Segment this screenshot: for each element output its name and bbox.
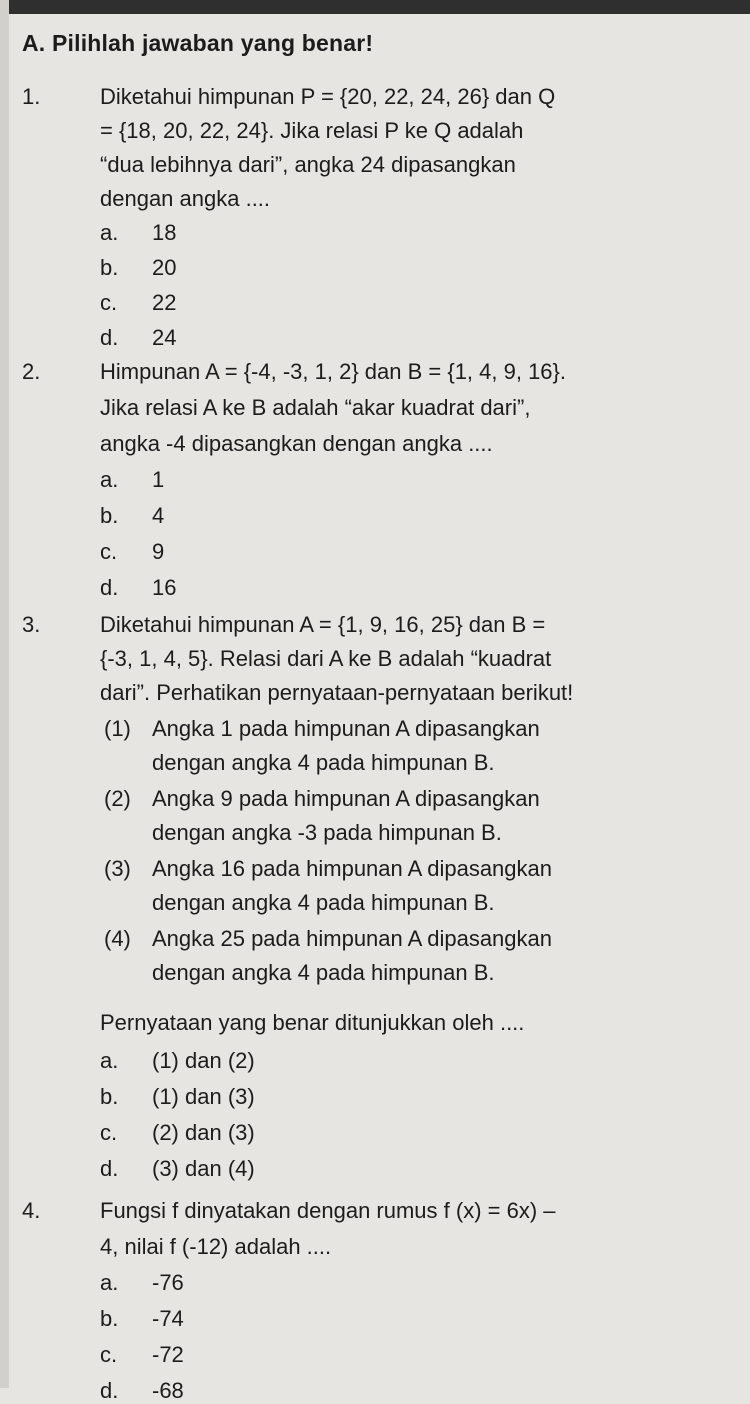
option-text: (1) dan (2) <box>152 1048 255 1073</box>
option-text: 16 <box>152 575 177 600</box>
question-prompt: Pernyataan yang benar ditunjukkan oleh .... <box>100 1010 525 1035</box>
option-text: -72 <box>152 1342 184 1367</box>
option-letter: c. <box>100 290 118 315</box>
question-text-line: = {18, 20, 22, 24}. Jika relasi P ke Q adalah <box>100 118 524 143</box>
question-text-line: Diketahui himpunan A = {1, 9, 16, 25} dan B = <box>100 612 546 637</box>
option-letter: a. <box>100 467 119 492</box>
option-d[interactable] <box>100 325 176 351</box>
option-text: 9 <box>152 539 165 564</box>
option-letter: a. <box>100 220 119 245</box>
question-text-line: Himpunan A = {-4, -3, 1, 2} dan B = {1, 4, 9, 16}. <box>100 359 567 384</box>
statement-text: Angka 9 pada himpunan A dipasangkan <box>152 786 540 811</box>
option-letter: d. <box>100 575 119 600</box>
option-text: (3) dan (4) <box>152 1156 255 1181</box>
option-c[interactable] <box>100 539 164 565</box>
option-d[interactable] <box>100 575 176 601</box>
option-text: (2) dan (3) <box>152 1120 255 1145</box>
option-letter: d. <box>100 1156 119 1181</box>
option-letter: d. <box>100 1378 119 1403</box>
option-letter: b. <box>100 1084 119 1109</box>
option-d[interactable] <box>100 1156 255 1182</box>
statement-2 <box>104 786 540 845</box>
option-text: 24 <box>152 325 177 350</box>
option-text: 22 <box>152 290 177 315</box>
option-letter: d. <box>100 325 119 350</box>
option-a[interactable] <box>100 1048 255 1074</box>
question-text-line: dengan angka .... <box>100 186 271 211</box>
option-text: 20 <box>152 255 177 280</box>
option-b[interactable] <box>100 1306 184 1332</box>
question-text-line: {-3, 1, 4, 5}. Relasi dari A ke B adalah “kuadrat <box>100 646 552 671</box>
statement-4 <box>104 926 552 985</box>
question-number: 1. <box>22 84 41 109</box>
option-text: -76 <box>152 1270 184 1295</box>
option-letter: a. <box>100 1048 119 1073</box>
question-text-line: angka -4 dipasangkan dengan angka .... <box>100 431 493 456</box>
statement-text: dengan angka 4 pada himpunan B. <box>152 890 495 915</box>
question-number: 2. <box>22 359 41 384</box>
option-letter: a. <box>100 1270 119 1295</box>
statement-text: Angka 25 pada himpunan A dipasangkan <box>152 926 552 951</box>
option-text: 1 <box>152 467 165 492</box>
question-text-line: Fungsi f dinyatakan dengan rumus f (x) = 6x) – <box>100 1198 556 1223</box>
option-a[interactable] <box>100 1270 184 1296</box>
option-c[interactable] <box>100 1342 184 1368</box>
option-text: (1) dan (3) <box>152 1084 255 1109</box>
option-letter: c. <box>100 1342 118 1367</box>
question-text-line: Jika relasi A ke B adalah “akar kuadrat dari”, <box>100 395 531 420</box>
option-b[interactable] <box>100 255 176 281</box>
statement-1 <box>104 716 540 775</box>
statement-text: dengan angka 4 pada himpunan B. <box>152 750 495 775</box>
statement-text: dengan angka 4 pada himpunan B. <box>152 960 495 985</box>
statement-text: Angka 1 pada himpunan A dipasangkan <box>152 716 540 741</box>
option-b[interactable] <box>100 503 164 529</box>
statement-text: dengan angka -3 pada himpunan B. <box>152 820 502 845</box>
question-text-line: 4, nilai f (-12) adalah .... <box>100 1234 332 1259</box>
page-left-margin <box>0 0 9 1388</box>
option-d[interactable] <box>100 1378 184 1404</box>
option-c[interactable] <box>100 290 176 316</box>
page-top-edge <box>0 0 750 14</box>
option-letter: b. <box>100 503 119 528</box>
statement-label: (2) <box>104 786 131 811</box>
option-text: -68 <box>152 1378 184 1403</box>
statement-3 <box>104 856 552 915</box>
option-a[interactable] <box>100 220 176 246</box>
question-text-line: “dua lebihnya dari”, angka 24 dipasangkan <box>100 152 516 177</box>
option-letter: c. <box>100 539 118 564</box>
question-text-line: dari”. Perhatikan pernyataan-pernyataan berikut! <box>100 680 574 705</box>
option-text: -74 <box>152 1306 184 1331</box>
option-text: 4 <box>152 503 165 528</box>
statement-label: (3) <box>104 856 131 881</box>
statement-label: (1) <box>104 716 131 741</box>
option-letter: b. <box>100 255 119 280</box>
option-letter: b. <box>100 1306 119 1331</box>
question-text-line: Diketahui himpunan P = {20, 22, 24, 26} dan Q <box>100 84 556 109</box>
question-number: 4. <box>22 1198 41 1223</box>
section-title: A. Pilihlah jawaban yang benar! <box>22 30 374 56</box>
option-text: 18 <box>152 220 177 245</box>
option-c[interactable] <box>100 1120 255 1146</box>
option-b[interactable] <box>100 1084 255 1110</box>
option-a[interactable] <box>100 467 164 493</box>
question-number: 3. <box>22 612 41 637</box>
option-letter: c. <box>100 1120 118 1145</box>
statement-label: (4) <box>104 926 131 951</box>
statement-text: Angka 16 pada himpunan A dipasangkan <box>152 856 552 881</box>
